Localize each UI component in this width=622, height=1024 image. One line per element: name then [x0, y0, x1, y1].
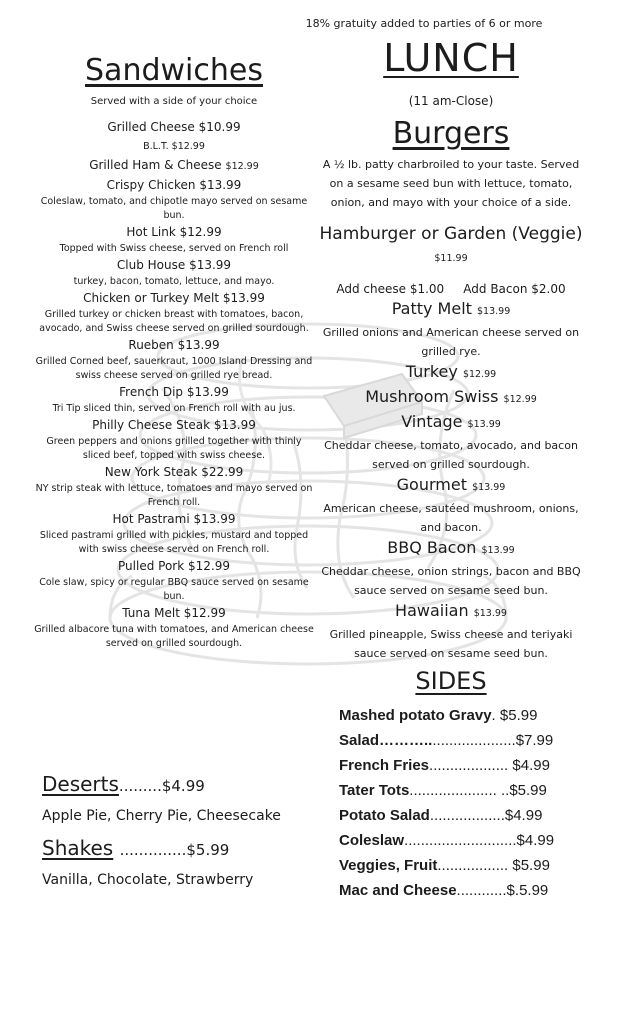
burger-price: $12.99 [462, 369, 497, 380]
side-name: Mac and Cheese [339, 882, 457, 899]
burger-price: $13.99 [472, 482, 506, 493]
burger-name: Mushroom Swiss [365, 387, 499, 406]
shakes-header [42, 834, 292, 864]
side-item [339, 753, 563, 778]
sandwich-description: Grilled turkey or chicken breast with tomatoes, bacon, avocado, and Swiss cheese served on grilled sourdough. [39, 309, 309, 334]
shakes-title: Shakes [42, 836, 114, 860]
burger-item [312, 537, 590, 562]
side-price: ..................$4.99 [429, 807, 543, 824]
desserts-shakes-section [42, 770, 292, 898]
burger-price: $13.99 [473, 608, 507, 619]
deserts-header [42, 770, 292, 800]
sandwich-item: B.L.T. $12.99 [143, 141, 205, 152]
gratuity-note: 18% gratuity added to parties of 6 or more [305, 17, 543, 30]
burger-description: Grilled pineapple, Swiss cheese and teriyaki sauce served on sesame seed bun. [329, 628, 573, 660]
side-name: French Fries [339, 757, 430, 774]
sandwich-description: Grilled Corned beef, sauerkraut, 1000 Island Dressing and swiss cheese served on grilled rye bread. [35, 356, 313, 381]
sandwich-item: Hot Pastrami $13.99 [112, 512, 236, 526]
sandwich-price: $12.99 [225, 161, 259, 172]
sandwich-item: Crispy Chicken $13.99 [106, 178, 242, 192]
burger-addons: Add cheese $1.00 Add Bacon $2.00 [336, 282, 566, 296]
burger-list [312, 223, 590, 663]
sandwich-item: Chicken or Turkey Melt $13.99 [83, 291, 265, 305]
burger-name: Gourmet [396, 475, 467, 494]
sandwich-item: Tuna Melt $12.99 [122, 606, 226, 620]
sandwiches-heading: Sandwiches [85, 53, 263, 88]
lunch-hours: (11 am-Close) [408, 94, 494, 108]
sides-list [339, 703, 563, 903]
sandwich-list [30, 118, 318, 651]
burger-item [312, 411, 590, 436]
side-price: ...........................$4.99 [404, 832, 555, 849]
sandwich-description: Cole slaw, spicy or regular BBQ sauce served on sesame bun. [39, 577, 309, 602]
sandwich-description: Topped with Swiss cheese, served on French roll [59, 243, 289, 254]
burger-item [312, 361, 590, 386]
burger-item [312, 474, 590, 499]
sandwiches-section [30, 48, 318, 651]
sandwich-name: Grilled Ham & Cheese [89, 158, 222, 172]
side-name: Coleslaw [339, 832, 405, 849]
deserts-title: Deserts [42, 772, 119, 796]
burger-name: Turkey [405, 362, 458, 381]
burger-price: $13.99 [467, 419, 501, 430]
deserts-price: $4.99 [161, 777, 205, 795]
lunch-heading: LUNCH [383, 36, 519, 80]
sandwich-item: Hot Link $12.99 [126, 225, 222, 239]
sandwich-description: NY strip steak with lettuce, tomatoes and mayo served on French roll. [35, 483, 313, 508]
burgers-heading: Burgers [392, 116, 510, 151]
sandwich-description: Grilled albacore tuna with tomatoes, and American cheese served on grilled sourdough. [34, 624, 314, 649]
side-price: . $5.99 [491, 707, 538, 724]
burger-price: $11.99 [434, 253, 468, 264]
side-price: ............$.5.99 [456, 882, 549, 899]
burger-name: Hawaiian [395, 601, 469, 620]
burger-name: Vintage [401, 412, 463, 431]
side-item [339, 853, 563, 878]
side-name: Mashed potato Gravy [339, 707, 492, 724]
sides-heading: SIDES [415, 667, 487, 695]
deserts-dots: ......... [118, 777, 162, 795]
side-item [339, 728, 563, 753]
sandwich-description: turkey, bacon, tomato, lettuce, and mayo. [73, 276, 275, 287]
side-name: Salad……….. [339, 732, 433, 749]
burger-description: Cheddar cheese, tomato, avocado, and bacon served on grilled sourdough. [324, 439, 578, 471]
side-item [339, 778, 563, 803]
burger-description: Cheddar cheese, onion strings, bacon and BBQ sauce served on sesame seed bun. [321, 565, 581, 597]
side-item [339, 878, 563, 903]
burger-price: $13.99 [481, 545, 515, 556]
sandwich-item: New York Steak $22.99 [104, 465, 244, 479]
side-name: Veggies, Fruit [339, 857, 438, 874]
burger-price: $13.99 [477, 306, 511, 317]
sandwich-item: Rueben $13.99 [128, 338, 220, 352]
sandwich-description: Sliced pastrami grilled with pickles, mustard and topped with swiss cheese served on French roll. [39, 530, 309, 555]
side-price: ................... $4.99 [429, 757, 550, 774]
burger-name: Patty Melt [391, 299, 472, 318]
side-item [339, 803, 563, 828]
burger-item [312, 298, 590, 323]
sandwich-item: Philly Cheese Steak $13.99 [92, 418, 256, 432]
shakes-dots: .............. [119, 841, 187, 859]
burger-name: Hamburger or Garden (Veggie) [319, 224, 583, 244]
side-name: Tater Tots [339, 782, 410, 799]
sandwiches-served-note: Served with a side of your choice [90, 96, 258, 107]
side-price: ................. $5.99 [437, 857, 550, 874]
sandwich-item: Pulled Pork $12.99 [118, 559, 230, 573]
sandwich-item: Club House $13.99 [116, 258, 232, 272]
burger-item [312, 223, 590, 270]
lunch-section [312, 36, 590, 903]
sandwich-item: French Dip $13.99 [119, 385, 229, 399]
burger-price: $12.99 [503, 394, 537, 405]
deserts-items: Apple Pie, Cherry Pie, Cheesecake [42, 808, 281, 824]
shakes-items: Vanilla, Chocolate, Strawberry [42, 872, 254, 888]
sandwich-item: Grilled Cheese $10.99 [107, 120, 241, 134]
burger-description: Grilled onions and American cheese served on grilled rye. [322, 326, 580, 358]
side-item [339, 828, 563, 853]
shakes-price: $5.99 [186, 841, 230, 859]
side-price: ..................... ..$5.99 [409, 782, 547, 799]
burger-item [312, 600, 590, 625]
burgers-intro: A ½ lb. patty charbroiled to your taste. Served on a sesame seed bun with lettuce, tomato, onion, and mayo with your choice of a side. [322, 158, 580, 209]
sandwich-description: Tri Tip sliced thin, served on French roll with au jus. [52, 403, 296, 414]
side-price: ....................$7.99 [432, 732, 554, 749]
side-name: Potato Salad [339, 807, 430, 824]
burger-name: BBQ Bacon [387, 538, 477, 557]
burger-description: American cheese, sautéed mushroom, onions, and bacon. [323, 502, 579, 534]
sandwich-description: Green peppers and onions grilled together with thinly sliced beef, topped with swiss cheese. [46, 436, 302, 461]
sandwich-item [30, 156, 318, 176]
sandwich-description: Coleslaw, tomato, and chipotle mayo served on sesame bun. [40, 196, 308, 221]
burger-item [312, 386, 590, 411]
side-item [339, 703, 563, 728]
